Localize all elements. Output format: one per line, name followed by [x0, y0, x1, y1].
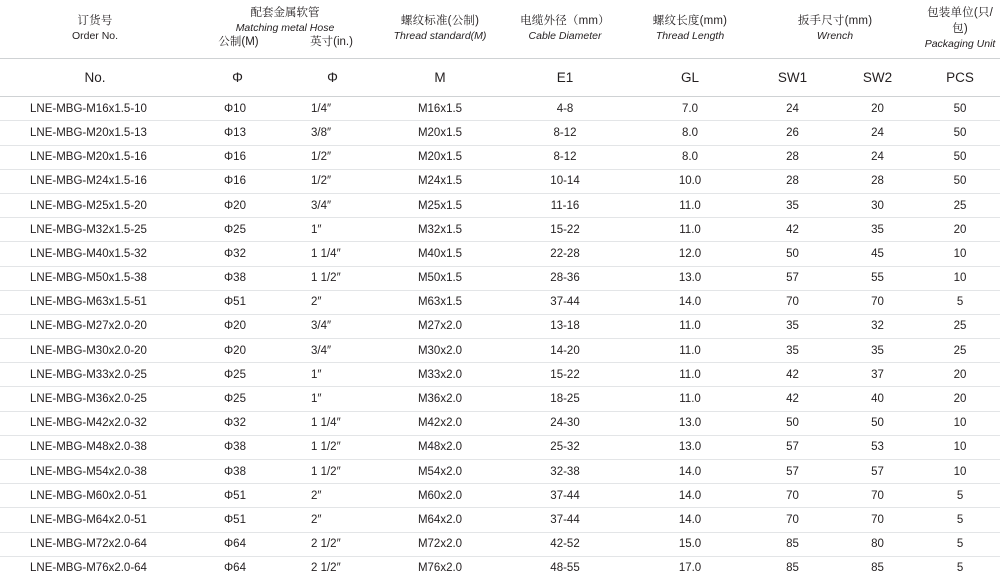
cell-thread-standard: M48x2.0	[380, 435, 500, 459]
cell-wrench-sw2: 24	[835, 121, 920, 145]
cell-order-no: LNE-MBG-M30x2.0-20	[0, 339, 190, 363]
cell-order-no: LNE-MBG-M72x2.0-64	[0, 532, 190, 556]
cell-thread-standard: M60x2.0	[380, 484, 500, 508]
cell-order-no: LNE-MBG-M48x2.0-38	[0, 435, 190, 459]
header-packaging-unit-cn: 包装单位(只/包)	[927, 7, 993, 35]
cell-wrench-sw1: 70	[750, 508, 835, 532]
cell-packaging-unit: 50	[920, 145, 1000, 169]
cell-order-no: LNE-MBG-M36x2.0-25	[0, 387, 190, 411]
cell-packaging-unit: 5	[920, 484, 1000, 508]
cell-packaging-unit: 20	[920, 363, 1000, 387]
cell-inch-size: 3/4″	[285, 314, 380, 338]
header-metal-hose-cn: 配套金属软管	[250, 7, 320, 20]
cell-metric-diameter: Φ38	[190, 435, 285, 459]
header-sym-packaging-unit: PCS	[920, 59, 1000, 97]
header-cable-diameter-en: Cable Diameter	[528, 30, 602, 43]
header-metal-hose-metric: 公制(M)	[218, 36, 259, 49]
table-row	[0, 193, 1000, 217]
cell-metric-diameter: Φ64	[224, 562, 246, 575]
header-sym-order-no: No.	[0, 59, 190, 97]
cell-wrench-sw1: 28	[750, 145, 835, 169]
header-sym-wrench-sw2: SW2	[835, 59, 920, 97]
header-wrench-cn: 扳手尺寸(mm)	[797, 14, 873, 27]
cell-cable-diameter: 14-20	[500, 339, 630, 363]
cell-wrench-sw2: 45	[835, 242, 920, 266]
cell-wrench-sw1: 26	[750, 121, 835, 145]
cell-cable-diameter: 37-44	[500, 484, 630, 508]
cell-thread-standard: M25x1.5	[380, 193, 500, 217]
cell-inch-size: 1/4″	[285, 97, 380, 121]
cell-order-no: LNE-MBG-M25x1.5-20	[0, 193, 190, 217]
cell-thread-length: 8.0	[630, 145, 750, 169]
table-row	[0, 363, 1000, 387]
table-row	[0, 532, 1000, 556]
cell-thread-length: 10.0	[630, 169, 750, 193]
header-wrench	[750, 0, 920, 59]
cell-order-no: LNE-MBG-M60x2.0-51	[0, 484, 190, 508]
cell-cable-diameter: 24-30	[500, 411, 630, 435]
cell-thread-length: 7.0	[630, 97, 750, 121]
cell-cable-diameter: 32-38	[500, 460, 630, 484]
cell-inch-size: 2 1/2″	[311, 562, 341, 575]
cell-packaging-unit: 10	[920, 266, 1000, 290]
cell-wrench-sw1: 28	[750, 169, 835, 193]
cell-wrench-sw1: 35	[750, 339, 835, 363]
cell-wrench-sw2: 50	[835, 411, 920, 435]
cell-wrench-sw2: 24	[835, 145, 920, 169]
cell-wrench-sw2: 70	[835, 484, 920, 508]
cell-inch-size: 2 1/2″	[285, 532, 380, 556]
cell-packaging-unit: 10	[920, 242, 1000, 266]
cell-wrench-sw2: 40	[835, 387, 920, 411]
cell-wrench-sw2: 32	[835, 314, 920, 338]
table-row	[0, 484, 1000, 508]
cell-metric-diameter: Φ32	[190, 411, 285, 435]
cell-wrench-sw2: 70	[835, 508, 920, 532]
cell-order-no: LNE-MBG-M24x1.5-16	[0, 169, 190, 193]
header-metal-hose-en: Matching metal Hose	[235, 22, 335, 35]
cell-thread-standard: M50x1.5	[380, 266, 500, 290]
cell-wrench-sw1: 42	[750, 387, 835, 411]
cell-cable-diameter: 4-8	[500, 97, 630, 121]
header-thread-length	[630, 0, 750, 59]
cell-inch-size: 3/4″	[285, 193, 380, 217]
cell-thread-standard: M20x1.5	[380, 121, 500, 145]
cell-thread-length: 8.0	[630, 121, 750, 145]
cell-wrench-sw1: 35	[750, 193, 835, 217]
cell-thread-length: 14.0	[630, 460, 750, 484]
cell-thread-length: 13.0	[630, 411, 750, 435]
cell-metric-diameter: Φ10	[190, 97, 285, 121]
cell-cable-diameter: 18-25	[500, 387, 630, 411]
table-row	[0, 97, 1000, 121]
cell-cable-diameter: 42-52	[500, 532, 630, 556]
cell-metric-diameter: Φ51	[190, 508, 285, 532]
cell-cable-diameter: 37-44	[500, 508, 630, 532]
cell-wrench-sw1: 24	[750, 97, 835, 121]
header-order-no-cn: 订货号	[77, 14, 113, 27]
header-thread-length-en: Thread Length	[655, 30, 725, 43]
cell-metric-diameter: Φ25	[190, 218, 285, 242]
table-row	[0, 411, 1000, 435]
cell-cable-diameter: 11-16	[500, 193, 630, 217]
table-row	[0, 266, 1000, 290]
cell-packaging-unit: 10	[920, 460, 1000, 484]
header-thread-standard-en: Thread standard(M)	[393, 30, 487, 43]
header-packaging-unit-en: Packaging Unit	[924, 38, 996, 51]
table-row	[0, 556, 1000, 580]
cell-wrench-sw2: 70	[835, 290, 920, 314]
cell-order-no: LNE-MBG-M50x1.5-38	[0, 266, 190, 290]
cell-inch-size: 2″	[285, 484, 380, 508]
cell-thread-standard: M30x2.0	[380, 339, 500, 363]
cell-thread-standard: M64x2.0	[380, 508, 500, 532]
cell-cable-diameter: 28-36	[500, 266, 630, 290]
header-sym-thread-standard: M	[380, 59, 500, 97]
cell-thread-length: 11.0	[630, 314, 750, 338]
table-row	[0, 314, 1000, 338]
cell-packaging-unit: 5	[956, 562, 964, 575]
cell-inch-size: 1/2″	[285, 169, 380, 193]
header-cable-diameter	[500, 0, 630, 59]
cell-thread-standard: M24x1.5	[380, 169, 500, 193]
cell-cable-diameter: 13-18	[500, 314, 630, 338]
table-row	[0, 387, 1000, 411]
table-row	[0, 508, 1000, 532]
header-sym-thread-length: GL	[630, 59, 750, 97]
cell-thread-standard: M54x2.0	[380, 460, 500, 484]
table-row	[0, 460, 1000, 484]
cell-wrench-sw1: 70	[750, 290, 835, 314]
cell-metric-diameter: Φ51	[190, 290, 285, 314]
cell-wrench-sw1: 57	[750, 460, 835, 484]
header-metal-hose-inch: 英寸(in.)	[310, 36, 353, 49]
cell-thread-length: 14.0	[630, 508, 750, 532]
cell-thread-standard: M72x2.0	[380, 532, 500, 556]
cell-metric-diameter: Φ25	[190, 387, 285, 411]
header-metal-hose-group	[190, 0, 380, 59]
cell-inch-size: 1 1/2″	[285, 435, 380, 459]
header-wrench-en: Wrench	[816, 30, 854, 43]
cell-packaging-unit: 25	[920, 339, 1000, 363]
cell-wrench-sw1: 50	[750, 242, 835, 266]
header-thread-standard	[380, 0, 500, 59]
cell-wrench-sw2: 85	[871, 562, 884, 575]
cell-wrench-sw2: 57	[835, 460, 920, 484]
cell-wrench-sw2: 35	[835, 339, 920, 363]
cell-packaging-unit: 5	[920, 290, 1000, 314]
cell-wrench-sw1: 35	[750, 314, 835, 338]
cell-wrench-sw2: 35	[835, 218, 920, 242]
cell-metric-diameter: Φ20	[190, 193, 285, 217]
cell-thread-length: 11.0	[630, 363, 750, 387]
cell-wrench-sw1: 57	[750, 435, 835, 459]
cell-wrench-sw1: 85	[750, 532, 835, 556]
cell-inch-size: 3/4″	[285, 339, 380, 363]
table-row	[0, 290, 1000, 314]
cell-wrench-sw2: 80	[835, 532, 920, 556]
cell-metric-diameter: Φ16	[190, 169, 285, 193]
cell-cable-diameter: 48-55	[550, 562, 580, 575]
cell-thread-standard: M32x1.5	[380, 218, 500, 242]
cell-wrench-sw2: 28	[835, 169, 920, 193]
cell-metric-diameter: Φ51	[190, 484, 285, 508]
table-header	[0, 0, 1000, 97]
cell-order-no: LNE-MBG-M76x2.0-64	[30, 562, 147, 575]
cell-metric-diameter: Φ64	[190, 532, 285, 556]
cell-order-no: LNE-MBG-M64x2.0-51	[0, 508, 190, 532]
cell-cable-diameter: 8-12	[500, 145, 630, 169]
cell-order-no: LNE-MBG-M33x2.0-25	[0, 363, 190, 387]
header-sym-cable-diameter: E1	[500, 59, 630, 97]
table-header-row-titles	[0, 0, 1000, 59]
cell-order-no: LNE-MBG-M32x1.5-25	[0, 218, 190, 242]
cell-order-no: LNE-MBG-M42x2.0-32	[0, 411, 190, 435]
cell-metric-diameter: Φ38	[190, 266, 285, 290]
cell-thread-length: 11.0	[630, 339, 750, 363]
cell-inch-size: 1″	[285, 363, 380, 387]
cell-packaging-unit: 50	[920, 97, 1000, 121]
cell-cable-diameter: 10-14	[500, 169, 630, 193]
table-body	[0, 97, 1000, 580]
cell-metric-diameter: Φ20	[190, 314, 285, 338]
cell-packaging-unit: 20	[920, 218, 1000, 242]
cell-thread-standard: M20x1.5	[380, 145, 500, 169]
table-row	[0, 242, 1000, 266]
header-metal-hose-subrow	[192, 35, 378, 51]
cell-thread-standard: M42x2.0	[380, 411, 500, 435]
cell-metric-diameter: Φ13	[190, 121, 285, 145]
table-row	[0, 121, 1000, 145]
cell-metric-diameter: Φ38	[190, 460, 285, 484]
cell-wrench-sw2: 37	[835, 363, 920, 387]
table-row	[0, 145, 1000, 169]
cell-cable-diameter: 25-32	[500, 435, 630, 459]
cell-thread-standard: M63x1.5	[380, 290, 500, 314]
cell-wrench-sw1: 42	[750, 363, 835, 387]
cell-wrench-sw2: 53	[835, 435, 920, 459]
cell-cable-diameter: 15-22	[500, 218, 630, 242]
cell-thread-standard: M40x1.5	[380, 242, 500, 266]
header-order-no	[0, 0, 190, 59]
cell-cable-diameter: 8-12	[500, 121, 630, 145]
header-packaging-unit	[920, 0, 1000, 59]
cell-wrench-sw2: 20	[835, 97, 920, 121]
cell-order-no: LNE-MBG-M54x2.0-38	[0, 460, 190, 484]
cell-wrench-sw2: 55	[835, 266, 920, 290]
cell-inch-size: 1 1/4″	[285, 242, 380, 266]
cell-order-no: LNE-MBG-M20x1.5-16	[0, 145, 190, 169]
cell-inch-size: 1 1/2″	[285, 460, 380, 484]
cell-packaging-unit: 50	[920, 121, 1000, 145]
cell-packaging-unit: 5	[920, 508, 1000, 532]
cell-packaging-unit: 25	[920, 193, 1000, 217]
cell-packaging-unit: 50	[920, 169, 1000, 193]
cell-order-no: LNE-MBG-M27x2.0-20	[0, 314, 190, 338]
cell-thread-length: 13.0	[630, 435, 750, 459]
cell-cable-diameter: 22-28	[500, 242, 630, 266]
cell-order-no: LNE-MBG-M63x1.5-51	[0, 290, 190, 314]
cell-thread-length: 14.0	[630, 290, 750, 314]
cell-thread-length: 11.0	[630, 387, 750, 411]
header-thread-standard-cn: 螺纹标准(公制)	[400, 14, 480, 27]
cell-thread-length: 15.0	[630, 532, 750, 556]
cell-inch-size: 3/8″	[285, 121, 380, 145]
table-row	[0, 339, 1000, 363]
table-row	[0, 435, 1000, 459]
cell-packaging-unit: 5	[920, 532, 1000, 556]
cell-inch-size: 2″	[285, 290, 380, 314]
cell-inch-size: 1″	[285, 387, 380, 411]
cell-thread-length: 17.0	[678, 562, 702, 575]
cell-thread-standard: M33x2.0	[380, 363, 500, 387]
cell-inch-size: 1 1/4″	[285, 411, 380, 435]
cell-thread-length: 11.0	[630, 218, 750, 242]
cell-thread-standard: M16x1.5	[380, 97, 500, 121]
cell-wrench-sw1: 42	[750, 218, 835, 242]
cell-thread-standard: M36x2.0	[380, 387, 500, 411]
cell-packaging-unit: 20	[920, 387, 1000, 411]
cell-order-no: LNE-MBG-M16x1.5-10	[0, 97, 190, 121]
header-order-no-en: Order No.	[71, 30, 119, 43]
cell-packaging-unit: 10	[920, 411, 1000, 435]
cell-metric-diameter: Φ32	[190, 242, 285, 266]
cell-thread-length: 13.0	[630, 266, 750, 290]
header-sym-wrench-sw1: SW1	[750, 59, 835, 97]
cell-cable-diameter: 37-44	[500, 290, 630, 314]
cell-thread-standard: M76x2.0	[417, 562, 463, 575]
cell-packaging-unit: 25	[920, 314, 1000, 338]
header-sym-inch: Φ	[285, 59, 380, 97]
cell-inch-size: 2″	[285, 508, 380, 532]
cell-wrench-sw1: 57	[750, 266, 835, 290]
cell-wrench-sw1: 50	[750, 411, 835, 435]
cell-packaging-unit: 10	[920, 435, 1000, 459]
cell-inch-size: 1/2″	[285, 145, 380, 169]
cell-inch-size: 1″	[285, 218, 380, 242]
header-cable-diameter-cn: 电缆外径（mm）	[520, 14, 610, 27]
table-header-row-symbols	[0, 59, 1000, 97]
cell-order-no: LNE-MBG-M40x1.5-32	[0, 242, 190, 266]
table-row	[0, 169, 1000, 193]
cell-inch-size: 1 1/2″	[285, 266, 380, 290]
cell-metric-diameter: Φ16	[190, 145, 285, 169]
cell-thread-length: 12.0	[630, 242, 750, 266]
header-thread-length-cn: 螺纹长度(mm)	[652, 14, 728, 27]
cell-metric-diameter: Φ20	[190, 339, 285, 363]
table-row	[0, 218, 1000, 242]
cell-thread-length: 14.0	[630, 484, 750, 508]
header-sym-metric: Φ	[190, 59, 285, 97]
cell-wrench-sw1: 85	[786, 562, 799, 575]
cell-order-no: LNE-MBG-M20x1.5-13	[0, 121, 190, 145]
cell-thread-standard: M27x2.0	[380, 314, 500, 338]
cell-metric-diameter: Φ25	[190, 363, 285, 387]
cell-cable-diameter: 15-22	[500, 363, 630, 387]
cell-wrench-sw1: 70	[750, 484, 835, 508]
cell-thread-length: 11.0	[630, 193, 750, 217]
cell-wrench-sw2: 30	[835, 193, 920, 217]
